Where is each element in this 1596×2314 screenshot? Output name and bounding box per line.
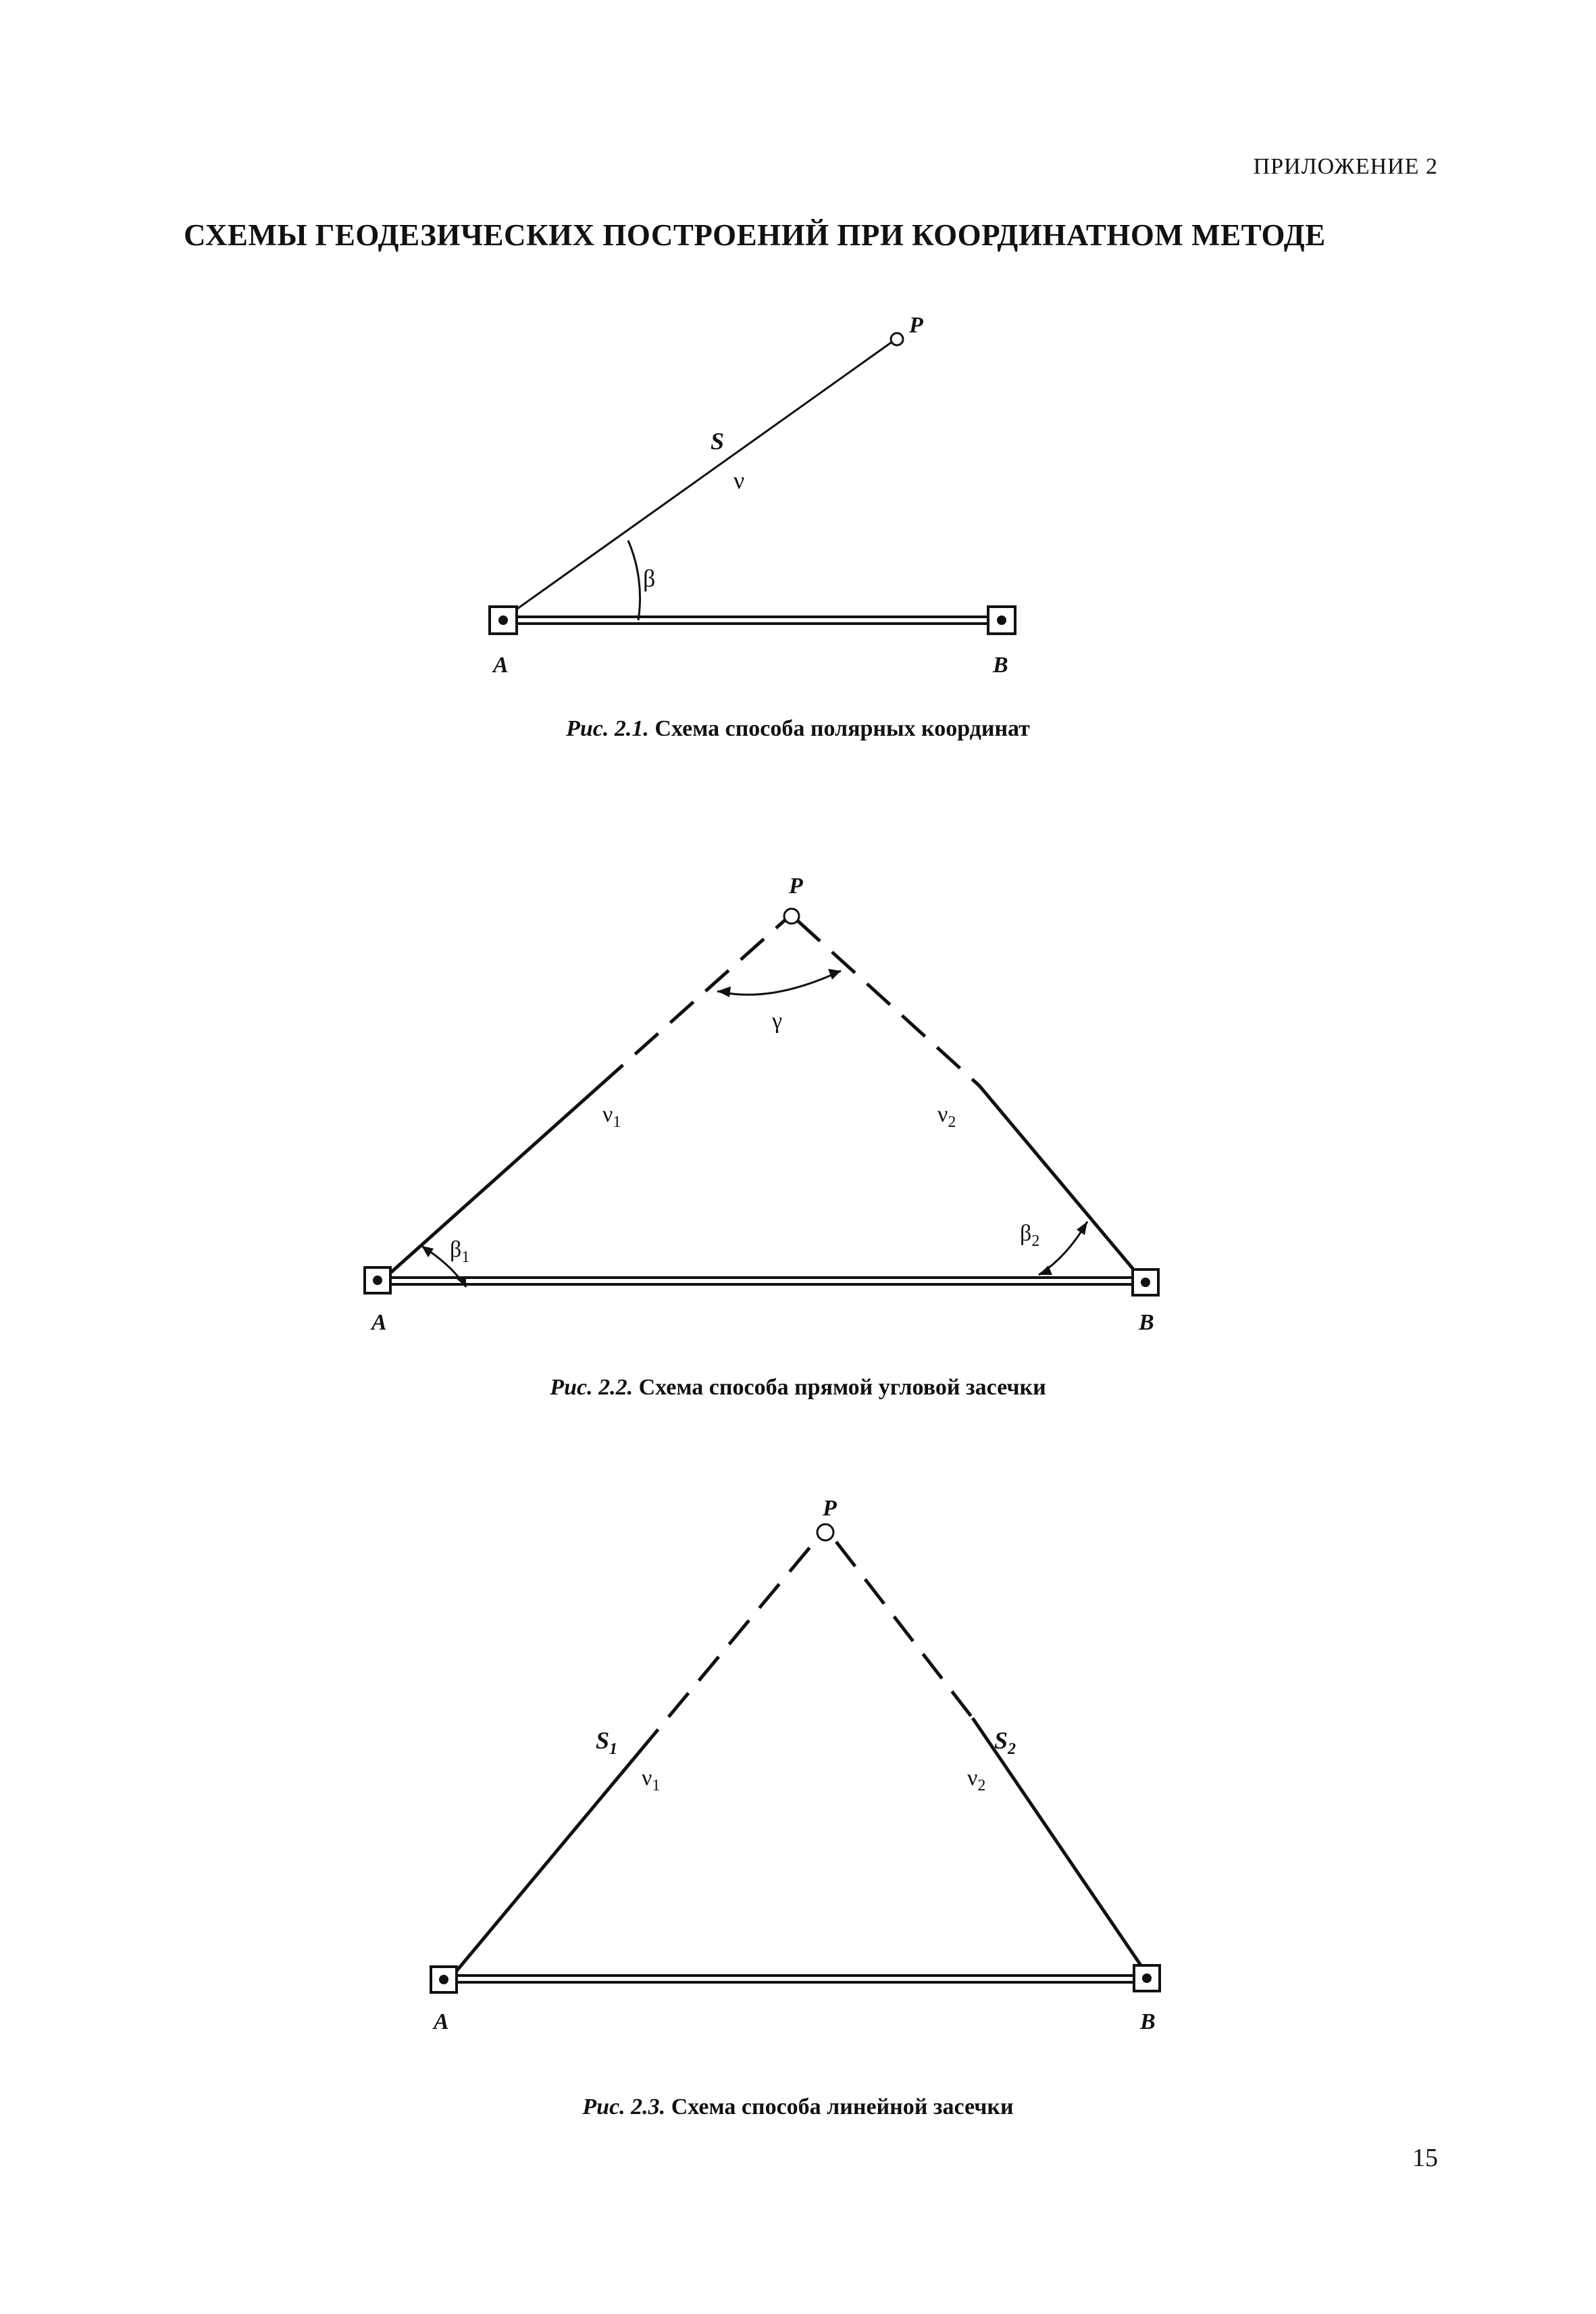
line-pb-dashed bbox=[797, 920, 979, 1086]
angle-beta-arc bbox=[628, 540, 640, 620]
label-s2: $S_2$ bbox=[994, 1727, 1016, 1758]
label-nu1: $\nu_1$ bbox=[602, 1102, 621, 1131]
line-ap-dashed bbox=[600, 920, 785, 1086]
figure-2-2-diagram bbox=[0, 865, 1596, 1338]
label-a: A bbox=[371, 1310, 387, 1335]
label-beta1: $\beta_1$ bbox=[450, 1237, 470, 1266]
caption-number: Рис. 2.3. bbox=[582, 2094, 666, 2119]
label-a: A bbox=[493, 653, 509, 678]
point-p bbox=[817, 1524, 833, 1540]
label-nu2: $\nu_2$ bbox=[937, 1102, 956, 1131]
line-s bbox=[501, 340, 895, 620]
line-ap-dashed bbox=[638, 1542, 815, 1753]
label-s1: $S_1$ bbox=[596, 1727, 618, 1758]
label-p: P bbox=[823, 1496, 837, 1521]
label-p: P bbox=[789, 874, 803, 899]
line-ap-solid bbox=[384, 1086, 600, 1279]
label-a: A bbox=[434, 2009, 449, 2034]
caption-text: Схема способа прямой угловой засечки bbox=[638, 1375, 1046, 1400]
caption-number: Рис. 2.2. bbox=[550, 1375, 634, 1400]
figure-2-2-caption bbox=[0, 1375, 1596, 1401]
caption-number: Рис. 2.1. bbox=[566, 716, 649, 741]
label-p: P bbox=[909, 313, 923, 338]
line-pb-solid bbox=[973, 1718, 1147, 1974]
label-nu1: $\nu_1$ bbox=[642, 1765, 661, 1794]
figure-2-1-caption bbox=[0, 716, 1596, 742]
line-pb-dashed bbox=[836, 1542, 973, 1718]
point-p bbox=[784, 909, 799, 924]
caption-text: Схема способа полярных координат bbox=[654, 716, 1030, 741]
label-nu: ν bbox=[733, 467, 745, 494]
label-s: S bbox=[711, 428, 725, 455]
point-p bbox=[891, 333, 903, 345]
label-b: B bbox=[1139, 1310, 1154, 1335]
figure-2-3-caption bbox=[0, 2094, 1596, 2120]
angle-gamma-arc bbox=[717, 971, 841, 995]
label-b: B bbox=[1140, 2009, 1156, 2034]
figure-2-1-diagram bbox=[0, 297, 1596, 703]
page-number: 15 bbox=[1412, 2144, 1438, 2172]
line-ap-solid bbox=[454, 1753, 638, 1974]
label-beta: β bbox=[643, 565, 656, 592]
appendix-label: ПРИЛОЖЕНИЕ 2 bbox=[1253, 154, 1438, 179]
page-title: СХЕМЫ ГЕОДЕЗИЧЕСКИХ ПОСТРОЕНИЙ ПРИ КООРДИНАТНОМ МЕТОДЕ bbox=[184, 218, 1326, 252]
figure-2-3-diagram bbox=[0, 1473, 1596, 2054]
line-pb-solid bbox=[979, 1086, 1141, 1279]
label-b: B bbox=[993, 653, 1008, 678]
label-beta2: $\beta_2$ bbox=[1020, 1221, 1040, 1250]
caption-text: Схема способа линейной засечки bbox=[671, 2094, 1014, 2119]
label-nu2: $\nu_2$ bbox=[967, 1765, 986, 1794]
label-gamma: γ bbox=[772, 1009, 783, 1034]
